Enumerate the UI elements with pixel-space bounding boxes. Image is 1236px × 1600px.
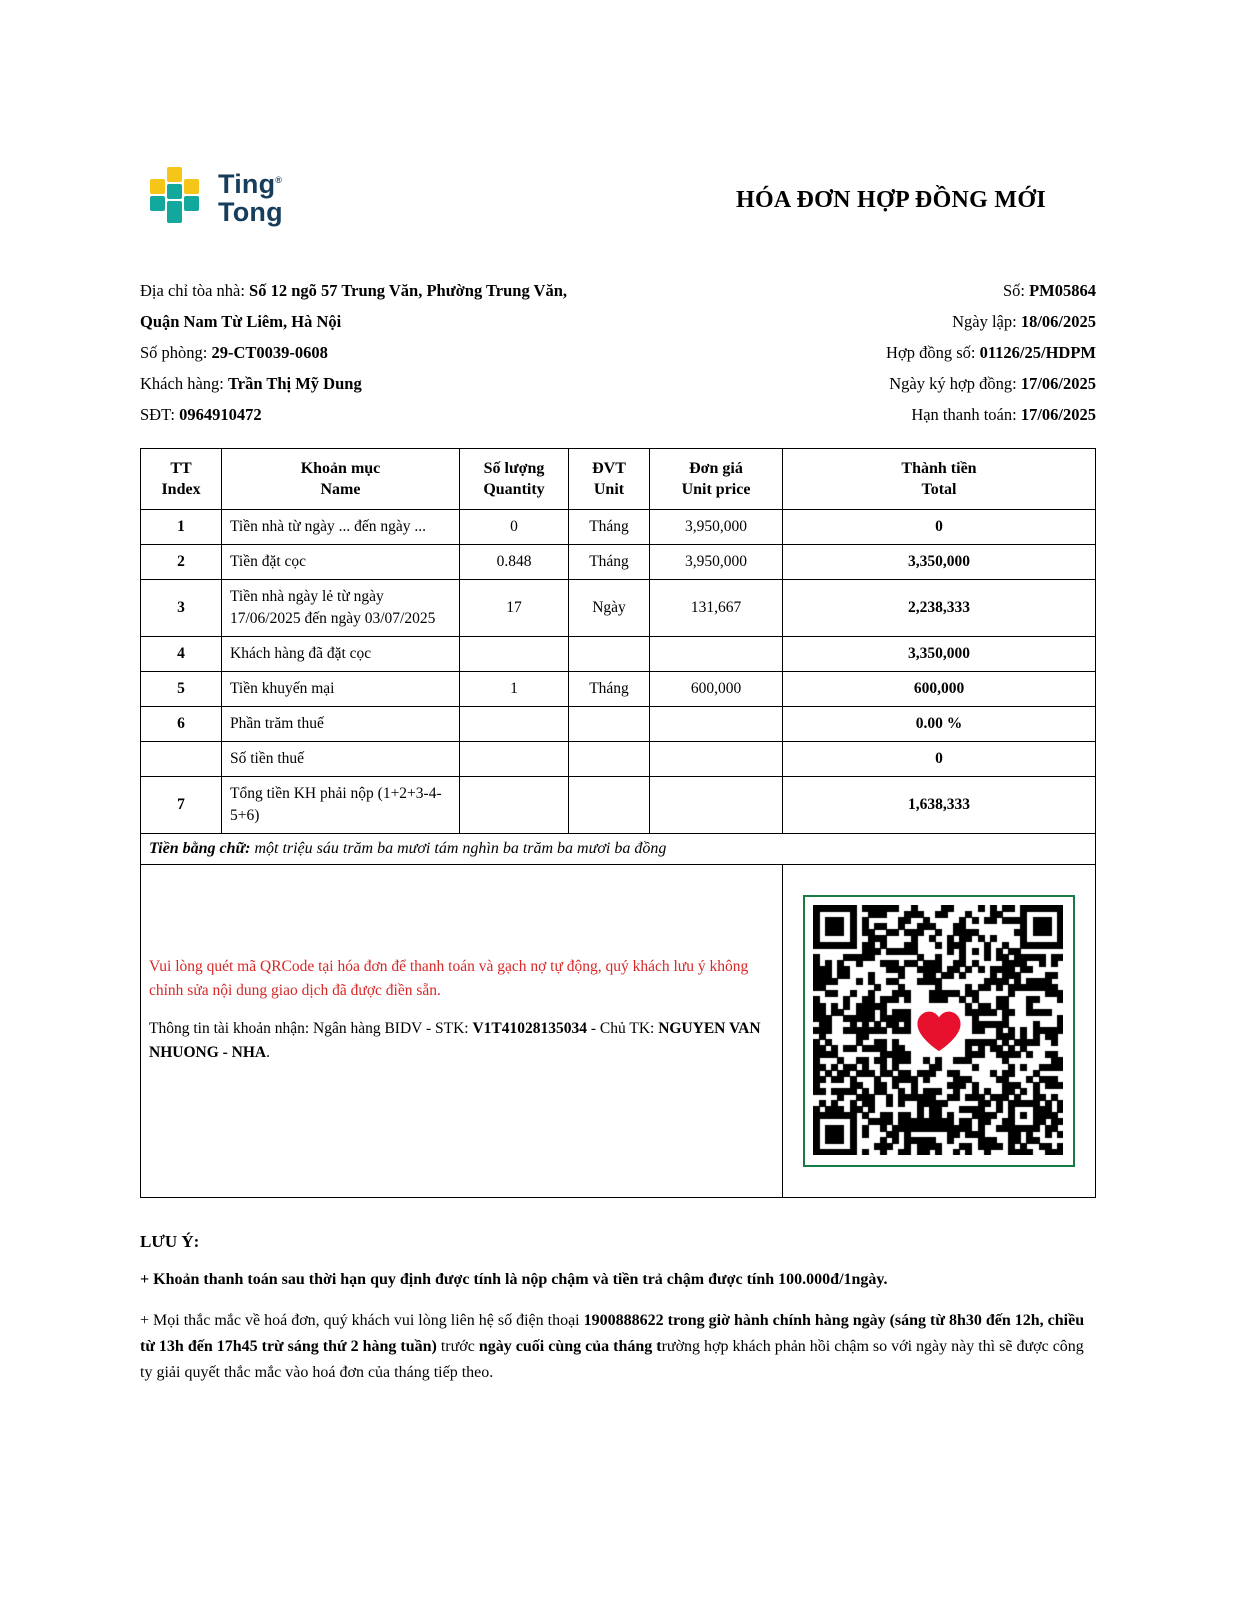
- footer-note-1: + Khoản thanh toán sau thời hạn quy định được tính là nộp chậm và tiền trả chậm được tính 100.000đ/1ngày.: [140, 1271, 888, 1288]
- document-header: [140, 165, 1096, 251]
- table-header-row: [141, 449, 1096, 510]
- payment-row: [141, 865, 1096, 1198]
- table-row: [141, 707, 1096, 742]
- col-header-index: TT Index: [141, 449, 222, 510]
- footer-note-2-bold1: 1900888622 trong giờ hành chính hàng ngày (sáng từ 8h30 đến 12h, chiều từ 13h đến 17h45 trừ sáng thứ 2 hàng tuần): [140, 1312, 1085, 1355]
- invoice-table-head: [141, 449, 1096, 510]
- cell-name: Số tiền thuế: [222, 742, 460, 777]
- cell-total: 1,638,333: [783, 777, 1096, 834]
- meta-label: Ngày lập:: [952, 312, 1017, 331]
- cell-name: Tiền nhà từ ngày ... đến ngày ...: [222, 510, 460, 545]
- amount-in-words-cell: [141, 834, 1096, 865]
- cell-unit: Tháng: [569, 545, 650, 580]
- cell-name: Tiền khuyến mại: [222, 672, 460, 707]
- table-row: [141, 580, 1096, 637]
- page-title: HÓA ĐƠN HỢP ĐỒNG MỚI: [735, 187, 1046, 213]
- meta-row-contract-date: [886, 368, 1096, 399]
- amount-in-words-label: Tiền bằng chữ:: [149, 840, 251, 857]
- bank-account-holder: NGUYEN VAN NHUONG - NHA: [149, 1020, 761, 1061]
- invoice-meta: [140, 275, 1096, 430]
- meta-value: 18/06/2025: [1020, 312, 1096, 331]
- meta-row-contract-number: [886, 337, 1096, 368]
- cell-total: 3,350,000: [783, 637, 1096, 672]
- cell-price: [650, 742, 783, 777]
- meta-value: 29-CT0039-0608: [211, 343, 328, 362]
- bank-account-suffix: .: [266, 1044, 270, 1061]
- cell-unit: [569, 707, 650, 742]
- amount-in-words-row: [141, 834, 1096, 865]
- cell-price: 3,950,000: [650, 510, 783, 545]
- bank-account-info: [149, 1017, 774, 1065]
- cell-index: [141, 742, 222, 777]
- cell-index: 2: [141, 545, 222, 580]
- bank-account-mid: - Chủ TK:: [590, 1020, 655, 1037]
- qr-code-cell: [783, 865, 1096, 1198]
- cell-unit: [569, 777, 650, 834]
- cell-quantity: [460, 707, 569, 742]
- meta-label: Hợp đồng số:: [886, 343, 976, 362]
- meta-row-building-address-2: [140, 306, 760, 337]
- cell-index: 3: [141, 580, 222, 637]
- meta-row-room-number: [140, 337, 760, 368]
- cell-name: Khách hàng đã đặt cọc: [222, 637, 460, 672]
- meta-row-issue-date: [886, 306, 1096, 337]
- table-row: [141, 672, 1096, 707]
- meta-value: PM05864: [1029, 281, 1096, 300]
- meta-value: 0964910472: [179, 405, 262, 424]
- meta-right-column: [886, 275, 1096, 430]
- brand-logo: [148, 165, 283, 227]
- meta-value: Số 12 ngõ 57 Trung Văn, Phường Trung Văn,: [249, 281, 568, 300]
- invoice-table-body: [141, 510, 1096, 1198]
- cell-name: Tổng tiền KH phải nộp (1+2+3-4-5+6): [222, 777, 460, 834]
- col-header-name: Khoản mục Name: [222, 449, 460, 510]
- footer-note-2-part3: rường hợp khách phản hồi chậm so với ngày này thì sẽ được công ty giải quyết thắc mắc vào hoá đơn của tháng tiếp theo.: [140, 1338, 1084, 1381]
- footer-note-2-part2: trước: [436, 1338, 479, 1355]
- cell-quantity: 17: [460, 580, 569, 637]
- cell-quantity: 0.848: [460, 545, 569, 580]
- cell-price: 3,950,000: [650, 545, 783, 580]
- meta-label: SĐT:: [140, 405, 175, 424]
- cell-name: Tiền nhà ngày lẻ từ ngày 17/06/2025 đến ngày 03/07/2025: [222, 580, 460, 637]
- meta-value: 17/06/2025: [1020, 374, 1096, 393]
- table-row: [141, 777, 1096, 834]
- cell-unit: Tháng: [569, 510, 650, 545]
- table-row: [141, 637, 1096, 672]
- brand-name-line2: Tong: [218, 197, 283, 227]
- cell-index: 7: [141, 777, 222, 834]
- qr-warning-text: Vui lòng quét mã QRCode tại hóa đơn để thanh toán và gạch nợ tự động, quý khách lưu ý không chỉnh sửa nội dung giao dịch đã được điền sẵn.: [149, 958, 749, 999]
- meta-label: Hạn thanh toán:: [911, 405, 1017, 424]
- meta-label: Số phòng:: [140, 343, 208, 362]
- cell-price: [650, 637, 783, 672]
- invoice-table: [140, 448, 1096, 1198]
- table-row: [141, 545, 1096, 580]
- cell-quantity: 0: [460, 510, 569, 545]
- meta-row-building-address: [140, 275, 760, 306]
- cell-total: 3,350,000: [783, 545, 1096, 580]
- cell-total: 2,238,333: [783, 580, 1096, 637]
- col-header-unit-price: Đơn giá Unit price: [650, 449, 783, 510]
- meta-row-customer: [140, 368, 760, 399]
- meta-label: Số:: [1002, 281, 1025, 300]
- payment-note-cell: [141, 865, 783, 1198]
- cell-quantity: [460, 777, 569, 834]
- cell-price: [650, 777, 783, 834]
- cell-total: 600,000: [783, 672, 1096, 707]
- cell-total: 0.00 %: [783, 707, 1096, 742]
- cell-quantity: [460, 637, 569, 672]
- meta-row-due-date: [886, 399, 1096, 430]
- brand-name-line1: Ting: [218, 169, 276, 199]
- meta-value: Quận Nam Từ Liêm, Hà Nội: [140, 312, 342, 331]
- meta-label: Ngày ký hợp đồng:: [889, 374, 1017, 393]
- col-header-quantity: Số lượng Quantity: [460, 449, 569, 510]
- cell-index: 4: [141, 637, 222, 672]
- bank-account-prefix: Thông tin tài khoản nhận: Ngân hàng BIDV - STK:: [149, 1020, 469, 1037]
- footer-title: LƯU Ý:: [140, 1232, 200, 1251]
- col-header-unit: ĐVT Unit: [569, 449, 650, 510]
- cell-quantity: [460, 742, 569, 777]
- footer-note-2-bold2: ngày cuối cùng của tháng t: [478, 1338, 662, 1355]
- table-row: [141, 510, 1096, 545]
- cell-unit: Ngày: [569, 580, 650, 637]
- cell-unit: [569, 637, 650, 672]
- cell-price: 600,000: [650, 672, 783, 707]
- heart-icon: [916, 1009, 962, 1053]
- cell-name: Phần trăm thuế: [222, 707, 460, 742]
- brand-name: [218, 166, 283, 226]
- cell-total: 0: [783, 510, 1096, 545]
- meta-left-column: [140, 275, 760, 430]
- cell-quantity: 1: [460, 672, 569, 707]
- cell-index: 5: [141, 672, 222, 707]
- cell-unit: Tháng: [569, 672, 650, 707]
- meta-value: 17/06/2025: [1020, 405, 1096, 424]
- table-row: [141, 742, 1096, 777]
- cell-name: Tiền đặt cọc: [222, 545, 460, 580]
- footer-note-2: [140, 1308, 1096, 1386]
- footer-notes: [140, 1232, 1096, 1386]
- cell-index: 6: [141, 707, 222, 742]
- meta-value: 01126/25/HDPM: [979, 343, 1096, 362]
- footer-note-2-part1: + Mọi thắc mắc về hoá đơn, quý khách vui lòng liên hệ số điện thoại: [140, 1312, 584, 1329]
- cell-price: [650, 707, 783, 742]
- col-header-total: Thành tiền Total: [783, 449, 1096, 510]
- meta-row-phone: [140, 399, 760, 430]
- tingtong-logo-icon: [148, 165, 210, 227]
- meta-row-invoice-number: [886, 275, 1096, 306]
- meta-value: Trần Thị Mỹ Dung: [227, 374, 362, 393]
- registered-mark: ®: [275, 175, 283, 185]
- qr-code[interactable]: [803, 895, 1075, 1167]
- amount-in-words-value: một triệu sáu trăm ba mươi tám nghìn ba trăm ba mươi ba đồng: [254, 840, 667, 857]
- bank-account-number: V1T41028135034: [472, 1020, 587, 1037]
- cell-total: 0: [783, 742, 1096, 777]
- cell-price: 131,667: [650, 580, 783, 637]
- cell-index: 1: [141, 510, 222, 545]
- meta-label: Khách hàng:: [140, 374, 224, 393]
- meta-label: Địa chỉ tòa nhà:: [140, 281, 245, 300]
- cell-unit: [569, 742, 650, 777]
